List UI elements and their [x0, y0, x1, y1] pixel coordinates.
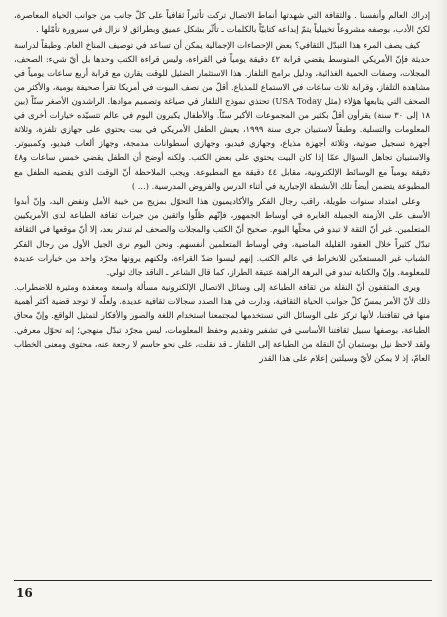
page-fold-shadow	[437, 0, 447, 617]
paragraph-3: وعلى امتداد سنوات طويلة، راقب رجال الفكر والأكاديميون هذا التحوّل بمزيج من خيبة الأمل ونفض اليد، وإنّ أبدوا الأسف على الأزمنة الجميلة الغابرة في أوساط الجمهور، فإنّهم ظلّوا واثقين من جيرات ثقافة الطباعة لدى الأمريكيين المتعلمين. غير أنّ الثقة لا تبدو في محلّها اليوم. صحيح أنّ الكتب والمجلات والصحف لم تندثر بعد، إلا أنّ موقعها في الثقافة تبدّل كثيراً خلال العقود القليلة الماضية، وفي أوساط المتعلمين أنفسهم. ونحن اليوم نرى الجيل الأول من رجال الفكر الشباب غير المستعدّين للانخراط في عالم الكتب. إنهم ليسوا ضدّ القراءة، ولكنهم يرونها مجرّد واحد من خيارات عديدة للمعلومة. وإنّ والكتابة تبدو في البرهة الراهنة عتيقة الطراز، كما قال الشاعر ـ الناقد جاك ثولي.	[14, 196, 430, 277]
footer-rule	[14, 580, 432, 581]
paragraph-4: ويرى المثقفون أنّ النقلة من ثقافة الطباعة إلى وسائل الاتصال الإلكترونية مسألة واسعة ومعقدة ومثيرة للاضطراب. ذلك لأنّ الأمر يمسّ كلّ جوانب الحياة الثقافية، ودارت في هذا الصدد سجالات ثقافية عديدة. ولعلّه لا توجد قضية أكثر أهمية منها في ثقافتنا، لأنها تركز على الوسائل التي تستخدمها لمجتمعنا استخدام اللغة والصور والأفكار لتمثيل الواقع. وإنّ محاق الطباعة، بوصفها سبيل ثقافتنا الأساسي في تشفير وتقديم وحفظ المعلومات، ليس مجرّد تبدّل منهجي؛ إنه تحوّل معرفي. ولقد لاحظ نيل بوستمان أنّ النقلة من الطباعة إلى التلفاز ـ قد نقلت، على نحو حاسم لا رجعة عنه، محتوى ومعنى الخطاب العامّ، إذ لا يمكن لأيّ وسيلتين إعلام على هذا القدر	[14, 282, 430, 363]
paragraph-1: إدراك العالم وأنفسنا . والثقافة التي شهدتها أنماط الاتصال تركت تأثيراً ثقافياً على كلّ جانب من جوانب الحياة المعاصرة، لكنّ الأدب، بوصفه مشروعاً تخييلياً يتمّ إبداعه كتابيّاً بالكلمات ـ تأثّر بشكل عميق وبطرائق لا نزال في سيرورة تأمّلها .	[14, 10, 430, 35]
body-text	[14, 8, 430, 366]
paragraph-2: كيف يصف المرء هذا التبدّل الثقافي؟ بعض الإحصاءات الإجمالية يمكن أن تساعد في توصيف المناخ العام. وطبقاً لدراسة حديثة فإنّ الأمريكي المتوسط يقضي قرابة ٤٢ دقيقة يومياً في القراءة، وليس قراءة الكتب وحدها بل أيّ شيء: الصحف، المجلات، وصفات الحمية الغذائية، ودليل برامج التلفاز. هذا الاستثمار الضئيل للوقت يقارن مع قرابة أربع ساعات يومياً في مشاهدة التلفاز، وقرابة ثلاث ساعات في الاستماع للمذياع. أقلّ من نصف البيوت في أمريكا تقرأ صحيفة يومية، والأكثر من الصحف التي يتابعها هؤلاء (مثل USA Today) تحتذي نموذج التلفاز في صياغة وتصميم موادها. الراشدون الأصغر سنّاً (بين ١٨ إلى ٣٠ سنة) يقرأون أقلّ بكثير من المجموعات الأكبر سنّاً. والأطفال يكبرون اليوم في عالم تتسيّده خيارات أخرى في المعلومات والتسلية. وطبقاً لاستبيان جرى سنة ١٩٩٩، يعيش الطفل الأمريكي في بيت يحتوي على جهازي تلفزة، وثلاثة أجهزة تسجيل صوتية، وثلاثة أجهزة مذياع، وجهازي فيديو، وجهازي أسطوانات مدمجة، وجهاز ألعاب فيديو، وكمبيوتر. والاستبيان تجاهل السؤال عمّا إذا كان البيت يحتوي على بعض الكتب. ولكنه أوضح أن الطفل يقضي خمس ساعات و٤٨ دقيقة يومياً مع الوسائط الإلكترونية، مقابل ٤٤ دقيقة مع المطبوعة. ويجب الملاحظة أنّ الوقت الذي يقضيه الطفل مع المطبوعة يتضمن أيضاً تلك الأنشطة الإجبارية في أثناء الدرس والفروض المدرسية. (... )	[14, 39, 430, 191]
page-number: 16	[16, 586, 33, 600]
